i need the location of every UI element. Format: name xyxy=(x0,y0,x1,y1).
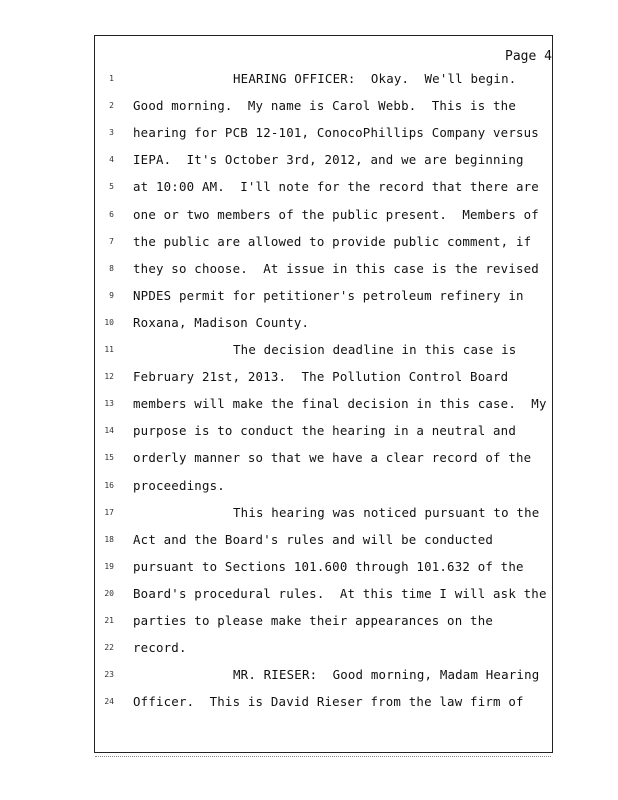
transcript-line xyxy=(0,559,618,586)
line-number: 9 xyxy=(109,290,114,300)
transcript-line xyxy=(0,423,618,450)
line-text: Roxana, Madison County. xyxy=(133,314,310,330)
line-text: February 21st, 2013. The Pollution Control Board xyxy=(133,369,509,385)
line-text: NPDES permit for petitioner's petroleum refinery in xyxy=(133,287,524,303)
page-number: Page 4 xyxy=(505,49,552,64)
line-text: orderly manner so that we have a clear record of the xyxy=(133,450,532,466)
line-number: 4 xyxy=(109,155,114,165)
transcript-line xyxy=(0,288,618,315)
line-text: hearing for PCB 12-101, ConocoPhillips Company versus xyxy=(133,125,539,141)
line-text: HEARING OFFICER: Okay. We'll begin. xyxy=(233,71,517,86)
line-text: one or two members of the public present. Members of xyxy=(133,206,539,222)
line-number: 20 xyxy=(104,588,114,598)
page-footer-rule xyxy=(95,752,551,757)
transcript-line xyxy=(0,450,618,477)
line-number: 11 xyxy=(104,345,114,354)
line-text: pursuant to Sections 101.600 through 101.632 of the xyxy=(133,558,524,574)
line-text: Board's procedural rules. At this time I will ask the xyxy=(133,585,547,601)
line-number: 3 xyxy=(109,128,114,138)
line-number: 18 xyxy=(104,534,114,544)
line-text: Act and the Board's rules and will be conducted xyxy=(133,531,494,547)
transcript-line xyxy=(0,396,618,423)
line-text: record. xyxy=(133,640,187,656)
transcript-line xyxy=(0,613,618,640)
transcript-line xyxy=(0,694,618,721)
transcript-line xyxy=(0,532,618,559)
transcript-line xyxy=(0,261,618,288)
transcript-line xyxy=(0,505,618,532)
line-number: 24 xyxy=(104,697,114,707)
transcript-line xyxy=(0,667,618,694)
line-number: 6 xyxy=(109,209,114,219)
line-number: 15 xyxy=(104,453,114,463)
line-text: MR. RIESER: Good morning, Madam Hearing xyxy=(233,667,540,683)
line-text: purpose is to conduct the hearing in a neutral and xyxy=(133,423,516,439)
line-text: the public are allowed to provide public comment, if xyxy=(133,233,532,249)
line-number: 8 xyxy=(109,263,114,273)
line-number: 23 xyxy=(104,670,114,680)
line-number: 14 xyxy=(104,426,114,436)
transcript-line xyxy=(0,179,618,206)
line-number: 21 xyxy=(104,616,114,625)
transcript-line xyxy=(0,125,618,152)
line-text: proceedings. xyxy=(133,477,225,493)
transcript-line xyxy=(0,207,618,234)
transcript-line xyxy=(0,342,618,369)
transcript-line xyxy=(0,315,618,342)
line-number: 16 xyxy=(104,480,114,490)
transcript-line xyxy=(0,71,618,98)
line-text: Officer. This is David Rieser from the law firm of xyxy=(133,694,524,710)
line-text: parties to please make their appearances on the xyxy=(133,613,494,628)
line-number: 17 xyxy=(104,507,114,517)
line-number: 2 xyxy=(109,101,114,111)
line-text: The decision deadline in this case is xyxy=(233,342,517,357)
line-text: members will make the final decision in this case. My xyxy=(133,396,547,412)
line-text: Good morning. My name is Carol Webb. This is the xyxy=(133,98,516,114)
line-number: 22 xyxy=(104,643,114,653)
transcript-line xyxy=(0,98,618,125)
transcript-line xyxy=(0,234,618,261)
line-text: This hearing was noticed pursuant to the xyxy=(233,504,540,520)
line-number: 12 xyxy=(104,372,114,382)
line-number: 13 xyxy=(104,399,114,409)
transcript-line xyxy=(0,152,618,179)
line-number: 7 xyxy=(109,236,114,246)
transcript-line xyxy=(0,369,618,396)
transcript-line xyxy=(0,586,618,613)
line-text: they so choose. At issue in this case is the revised xyxy=(133,260,539,276)
line-text: at 10:00 AM. I'll note for the record that there are xyxy=(133,179,539,195)
transcript-line xyxy=(0,640,618,667)
line-number: 10 xyxy=(104,317,114,327)
line-number: 19 xyxy=(104,561,114,571)
line-number: 5 xyxy=(109,182,114,192)
transcript-line xyxy=(0,478,618,505)
line-number: 1 xyxy=(109,74,114,83)
line-text: IEPA. It's October 3rd, 2012, and we are beginning xyxy=(133,152,524,168)
